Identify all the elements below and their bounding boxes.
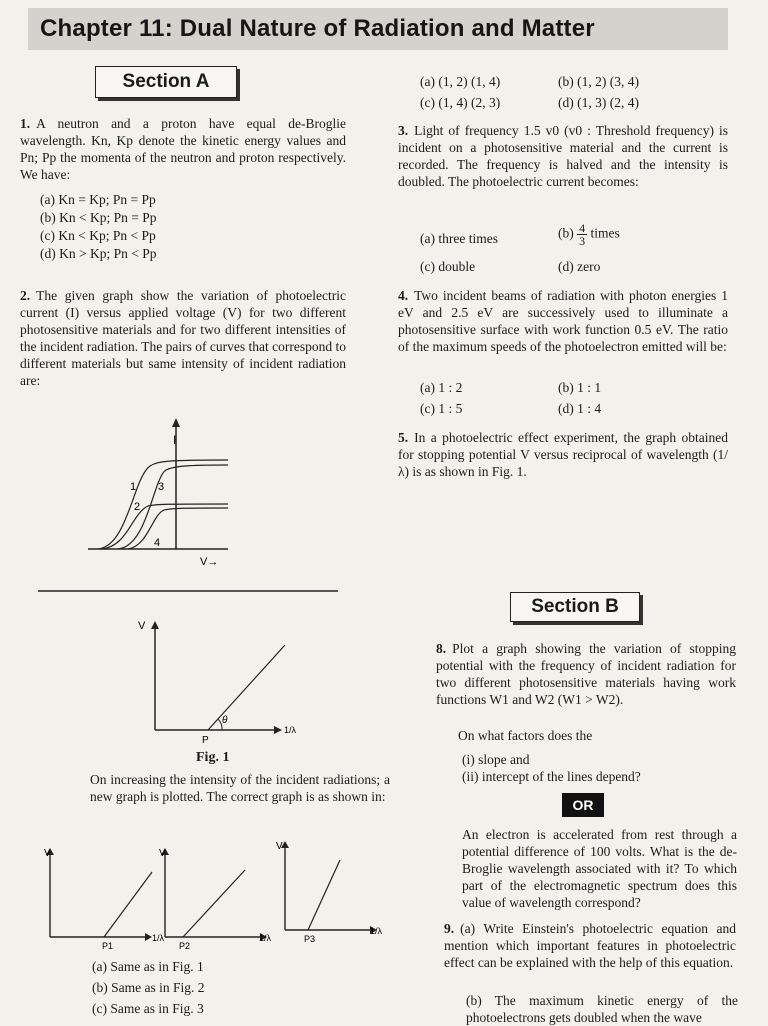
- q5-option-a: (a) Same as in Fig. 1: [92, 959, 204, 974]
- question-2-number: 2.: [20, 288, 31, 303]
- fig1-angle-label: θ: [222, 715, 228, 726]
- q5-graph-3-x-label: 1/λ: [370, 926, 383, 936]
- q3-frac-den: 3: [579, 234, 586, 248]
- fig1-graph: [130, 615, 300, 745]
- q3-option-d: (d) zero: [558, 259, 601, 274]
- q2-option-c: (c) (1, 4) (2, 3): [420, 95, 501, 110]
- q5-graph-3: [270, 835, 395, 945]
- question-1-number: 1.: [20, 116, 31, 131]
- q8-sub-intro: On what factors does the: [458, 728, 593, 743]
- chapter-header: [28, 8, 728, 50]
- question-4: [398, 287, 728, 355]
- q1-option-c: (c) Kn < Kp; Pn < Pp: [40, 228, 156, 243]
- q3-option-b-suffix: times: [590, 225, 620, 241]
- question-1-text: A neutron and a proton have equal de-Broglie wavelength. Kn, Kp denote the kinetic energy values and Pn; Pp the momenta of the neutron and proton respectively. We have:: [20, 116, 346, 182]
- q5-graph-2-x-label: 1/λ: [259, 933, 272, 943]
- section-a-badge: [95, 66, 237, 98]
- q5-graph-2: [155, 842, 285, 952]
- q5-graph-1-x-label: 1/λ: [152, 933, 165, 943]
- section-b-label: Section B: [531, 596, 619, 617]
- question-2: [20, 287, 346, 389]
- question-9-number: 9.: [444, 921, 455, 936]
- q2-curve-label-2: 2: [134, 501, 141, 513]
- q3-option-b: [558, 222, 620, 247]
- question-2-text: The given graph show the variation of photoelectric current (I) versus applied voltage (V) for two different photosensitive materials and for two different intensities of the incident radiation. The pairs of curves that correspond to different materials but same intensity of incident radiation are:: [20, 288, 346, 388]
- question-5-text: In a photoelectric effect experiment, the graph obtained for stopping potential V versus reciprocal of wavelength (1/λ) is as shown in Fig. 1.: [398, 430, 728, 479]
- question-8: [436, 640, 736, 708]
- fig1-y-axis-label: V: [138, 620, 146, 632]
- question-9: [444, 920, 736, 971]
- q2-curve-label-4: 4: [154, 537, 161, 549]
- q3-option-b-fraction: [577, 222, 587, 247]
- q3-frac-num: 4: [579, 221, 586, 235]
- q2-y-axis-label: I: [173, 433, 177, 447]
- q5-graph-1-y-label: V: [44, 848, 51, 859]
- q2-curve-label-3: 3: [158, 481, 165, 493]
- question-9-part-a: (a) Write Einstein's photoelectric equation and mention which important features in photoelectric effect can be explained with the help of this equation.: [444, 921, 736, 970]
- q2-option-b: (b) (1, 2) (3, 4): [558, 74, 639, 89]
- q2-curve-label-1: 1: [130, 481, 137, 493]
- question-4-text: Two incident beams of radiation with photon energies 1 eV and 2.5 eV are successively used to illuminate a photosensitive surface with work function 0.5 eV. The ratio of the maximum speeds of the photoelectron emitted will be:: [398, 288, 728, 354]
- question-9-part-b: (b) The maximum kinetic energy of the photoelectrons gets doubled when the wave: [466, 993, 738, 1025]
- question-5-number: 5.: [398, 430, 409, 445]
- q5-graph-1: [40, 842, 170, 952]
- q5-graph-3-point-label: P3: [304, 934, 316, 944]
- q3-option-c: (c) double: [420, 259, 476, 274]
- question-3-text: Light of frequency 1.5 v0 (v0 : Threshold frequency) is incident on a photosensitive material and the current is recorded. The frequency is halved and the intensity is doubled. The photoelectric current becomes:: [398, 123, 728, 189]
- q8-alternative-text: An electron is accelerated from rest through a potential difference of 100 volts. What is the de-Broglie wavelength associated with it? To which part of the electromagnetic spectrum does this value of wavelength correspond?: [462, 827, 737, 910]
- q2-x-axis-label: V→: [200, 556, 219, 568]
- question-4-number: 4.: [398, 288, 409, 303]
- q4-option-c: (c) 1 : 5: [420, 401, 463, 416]
- q8-sub-i: (i) slope and: [462, 752, 530, 767]
- fig1-point-label: P: [202, 735, 209, 745]
- q1-option-b: (b) Kn < Kp; Pn = Pp: [40, 210, 157, 225]
- fig1-caption: Fig. 1: [196, 750, 230, 765]
- q1-option-a: (a) Kn = Kp; Pn = Pp: [40, 192, 156, 207]
- section-divider: [38, 590, 338, 592]
- q3-option-a: (a) three times: [420, 231, 498, 246]
- question-3: [398, 122, 728, 190]
- q2-option-a: (a) (1, 2) (1, 4): [420, 74, 501, 89]
- q8-sub-ii: (ii) intercept of the lines depend?: [462, 769, 641, 784]
- q1-option-d: (d) Kn > Kp; Pn < Pp: [40, 246, 157, 261]
- q4-option-b: (b) 1 : 1: [558, 380, 602, 395]
- question-1: [20, 115, 346, 183]
- or-badge: OR: [562, 793, 604, 817]
- q2-iv-graph: [88, 418, 248, 568]
- chapter-title: Chapter 11: Dual Nature of Radiation and Matter: [40, 15, 595, 42]
- q5-graph-2-y-label: V: [159, 848, 166, 859]
- section-a-label: Section A: [122, 71, 210, 92]
- q5-option-b: (b) Same as in Fig. 2: [92, 980, 205, 995]
- q5-graph-1-point-label: P1: [102, 941, 114, 951]
- q5-option-c: (c) Same as in Fig. 3: [92, 1001, 204, 1016]
- section-b-badge: [510, 592, 640, 622]
- q4-option-a: (a) 1 : 2: [420, 380, 463, 395]
- q3-option-b-label: (b): [558, 225, 574, 241]
- question-3-number: 3.: [398, 123, 409, 138]
- question-8-text: Plot a graph showing the variation of stopping potential with the frequency of incident radiation for two different photosensitive materials having work functions W1 and W2 (W1 > W2).: [436, 641, 736, 707]
- q4-option-d: (d) 1 : 4: [558, 401, 602, 416]
- question-5-followup: On increasing the intensity of the incident radiations; a new graph is plotted. The correct graph is as shown in:: [90, 772, 390, 804]
- question-8-number: 8.: [436, 641, 447, 656]
- fig1-x-axis-label: 1/λ: [284, 725, 297, 735]
- question-5: [398, 429, 728, 480]
- q5-graph-3-y-label: V: [276, 841, 283, 852]
- q2-option-d: (d) (1, 3) (2, 4): [558, 95, 639, 110]
- q5-graph-2-point-label: P2: [179, 941, 191, 951]
